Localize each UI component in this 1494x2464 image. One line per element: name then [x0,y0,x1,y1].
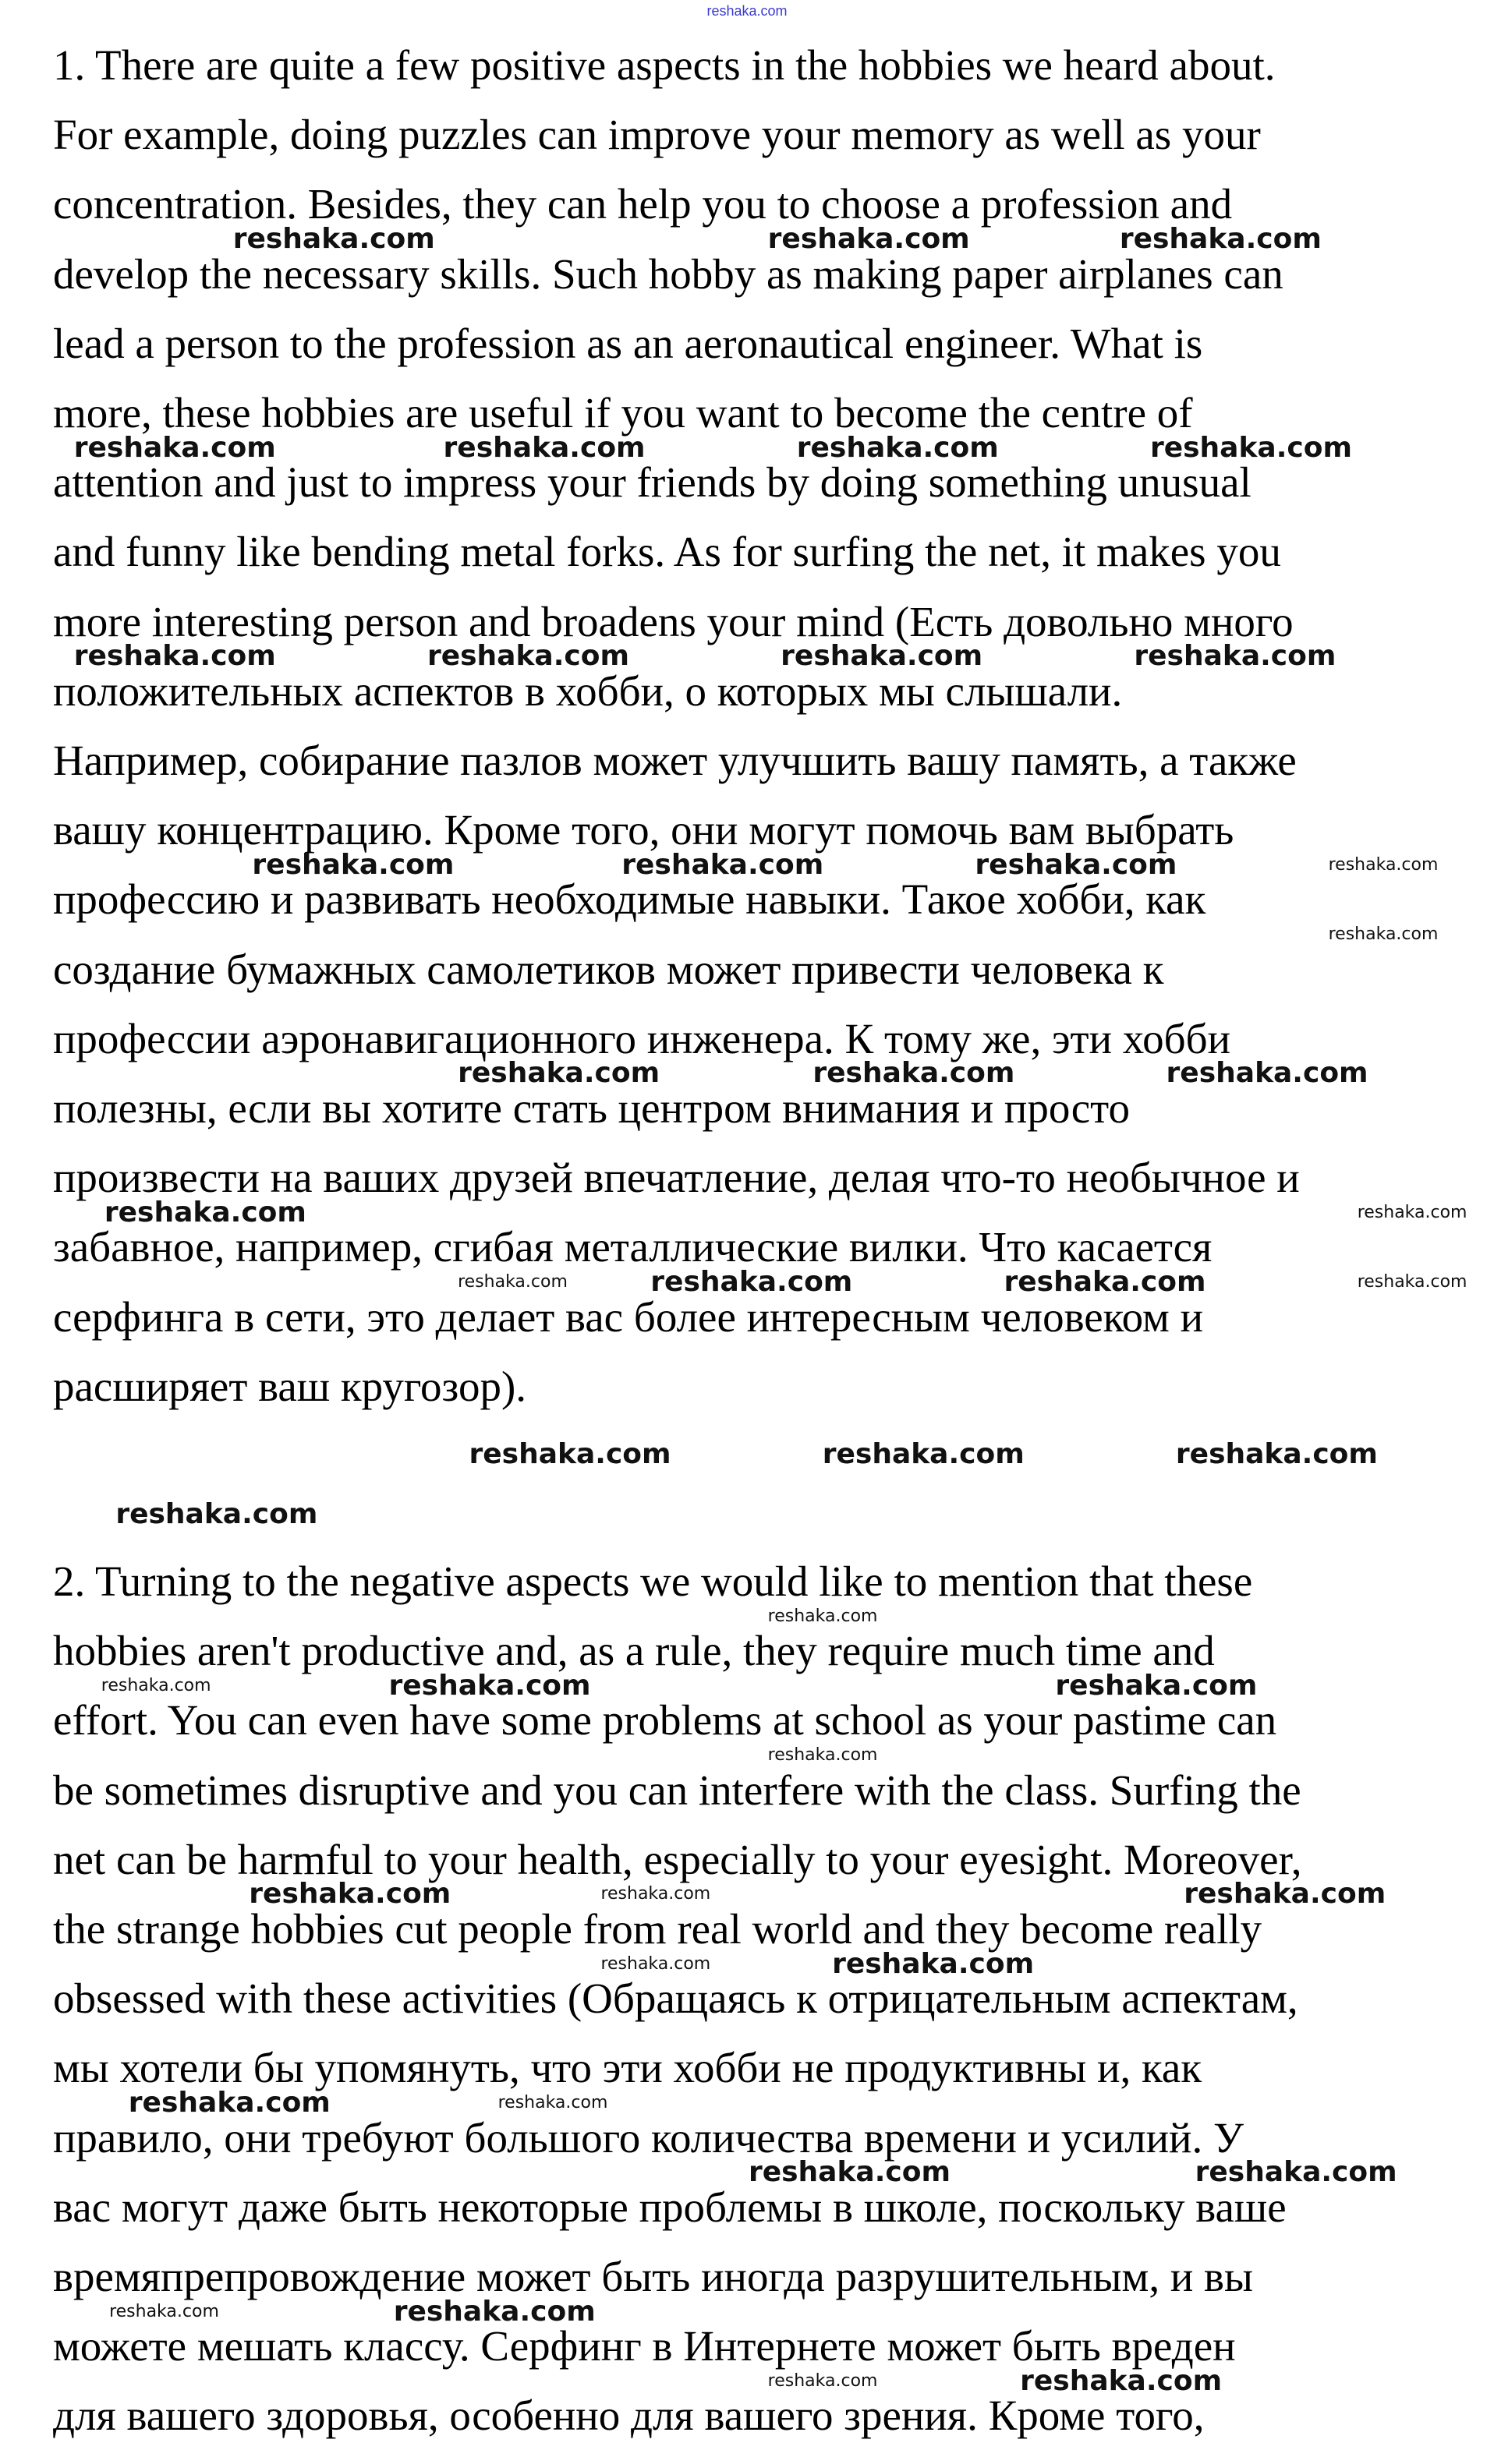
watermark: reshaka.com [1357,1202,1467,1222]
paragraph-1-line: more, these hobbies are useful if you want to become the centre of [53,389,1193,437]
watermark: reshaka.com [443,431,646,464]
paragraph-1-line: расширяет ваш кругозор). [53,1362,527,1410]
paragraph-2-line: для вашего здоровья, особенно для вашего зрения. Кроме того, [53,2392,1205,2440]
watermark: reshaka.com [115,1497,318,1530]
paragraph-1-line: вашу концентрацию. Кроме того, они могут помочь вам выбрать [53,806,1234,854]
watermark: reshaka.com [427,640,629,673]
paragraph-2-line: be sometimes disruptive and you can interfere with the class. Surfing the [53,1766,1301,1814]
paragraph-1-line: полезны, если вы хотите стать центром внимания и просто [53,1084,1130,1132]
watermark: reshaka.com [1175,1438,1378,1471]
watermark: reshaka.com [600,1884,711,1904]
watermark: reshaka.com [1328,854,1439,875]
paragraph-2-line: времяпрепровождение может быть иногда разрушительным, и вы [53,2253,1253,2300]
paragraph-1-line: For example, doing puzzles can improve your memory as well as your [53,111,1261,159]
watermark: reshaka.com [748,2156,951,2189]
watermark: reshaka.com [73,431,276,464]
paragraph-1-line: профессию и развивать необходимые навыки. Такое хобби, как [53,875,1206,924]
paragraph-2-line: effort. You can even have some problems at school as your pastime can [53,1696,1277,1745]
watermark: reshaka.com [1195,2156,1397,2189]
watermark: reshaka.com [1020,2364,1223,2397]
paragraph-2-line: the strange hobbies cut people from real world and they become really [53,1905,1262,1953]
paragraph-1-line: Например, собирание пазлов может улучшить вашу память, а также [53,737,1297,784]
paragraph-1-line: lead a person to the profession as an aeronautical engineer. What is [53,319,1203,367]
paragraph-2-line: вас могут даже быть некоторые проблемы в школе, поскольку ваше [53,2183,1287,2231]
paragraph-1-line: произвести на ваших друзей впечатление, делая что-то необычное и [53,1154,1300,1202]
watermark: reshaka.com [458,1057,660,1090]
watermark: reshaka.com [497,2092,608,2112]
watermark: reshaka.com [600,1953,711,1974]
paragraph-1-line: положительных аспектов в хобби, о которых мы слышали. [53,666,1123,715]
watermark: reshaka.com [252,848,455,881]
watermark: reshaka.com [1055,1669,1258,1702]
paragraph-1-line: and funny like bending metal forks. As for surfing the net, it makes you [53,528,1281,576]
watermark: reshaka.com [767,2370,878,2391]
watermark: reshaka.com [832,1947,1035,1980]
watermark: reshaka.com [650,1265,853,1298]
watermark: reshaka.com [101,1675,211,1695]
watermark: reshaka.com [128,2086,331,2119]
watermark: reshaka.com [393,2295,596,2328]
watermark: reshaka.com [1119,222,1322,255]
watermark: reshaka.com [109,2301,219,2321]
watermark: reshaka.com [104,1196,306,1228]
watermark: reshaka.com [458,1271,568,1292]
watermark: reshaka.com [388,1669,591,1702]
paragraph-1-line: профессии аэронавигационного инженера. К тому же, эти хобби [53,1014,1231,1062]
watermark: reshaka.com [822,1438,1025,1471]
watermark: reshaka.com [812,1057,1015,1090]
paragraph-2-line: net can be harmful to your health, especially to your eyesight. Moreover, [53,1835,1302,1883]
watermark: reshaka.com [1004,1265,1206,1298]
watermark: reshaka.com [1149,431,1352,464]
paragraph-2-line: obsessed with these activities (Обращаясь к отрицательным аспектам, [53,1974,1298,2023]
watermark: reshaka.com [621,848,824,881]
paragraph-1-line: серфинга в сети, это делает вас более интересным человеком и [53,1292,1204,1341]
watermark: reshaka.com [975,848,1177,881]
watermark: reshaka.com [767,1606,878,1626]
paragraph-1-line: забавное, например, сгибая металлические вилки. Что касается [53,1223,1213,1271]
header-watermark: reshaka.com [706,3,788,19]
paragraph-1-line: more interesting person and broadens your mind (Есть довольно много [53,597,1294,645]
paragraph-2-line: правило, они требуют большого количества времени и усилий. У [53,2113,1244,2162]
paragraph-2-line: 2. Turning to the negative aspects we would like to mention that these [53,1557,1253,1605]
watermark: reshaka.com [781,640,983,673]
watermark: reshaka.com [1184,1878,1386,1911]
paragraph-1-line: develop the necessary skills. Such hobby as making paper airplanes can [53,249,1283,298]
paragraph-2-line: мы хотели бы упомянуть, что эти хобби не продуктивны и, как [53,2044,1202,2092]
watermark: reshaka.com [767,222,970,255]
watermark: reshaka.com [796,431,999,464]
watermark: reshaka.com [249,1878,451,1911]
paragraph-1-line: attention and just to impress your friends by doing something unusual [53,458,1251,507]
watermark: reshaka.com [1357,1271,1467,1292]
paragraph-2-line: можете мешать классу. Серфинг в Интернете может быть вреден [53,2322,1236,2370]
paragraph-2-line: hobbies aren't productive and, as a rule, they require much time and [53,1627,1215,1675]
watermark: reshaka.com [232,222,435,255]
paragraph-1-line: 1. There are quite a few positive aspects in the hobbies we heard about. [53,41,1276,89]
watermark: reshaka.com [469,1438,671,1471]
paragraph-1-line: concentration. Besides, they can help you to choose a profession and [53,180,1233,228]
watermark: reshaka.com [1166,1057,1368,1090]
watermark: reshaka.com [1134,640,1336,673]
watermark: reshaka.com [73,640,276,673]
paragraph-1-line: создание бумажных самолетиков может привести человека к [53,945,1164,993]
watermark: reshaka.com [1328,924,1439,944]
watermark: reshaka.com [767,1745,878,1765]
